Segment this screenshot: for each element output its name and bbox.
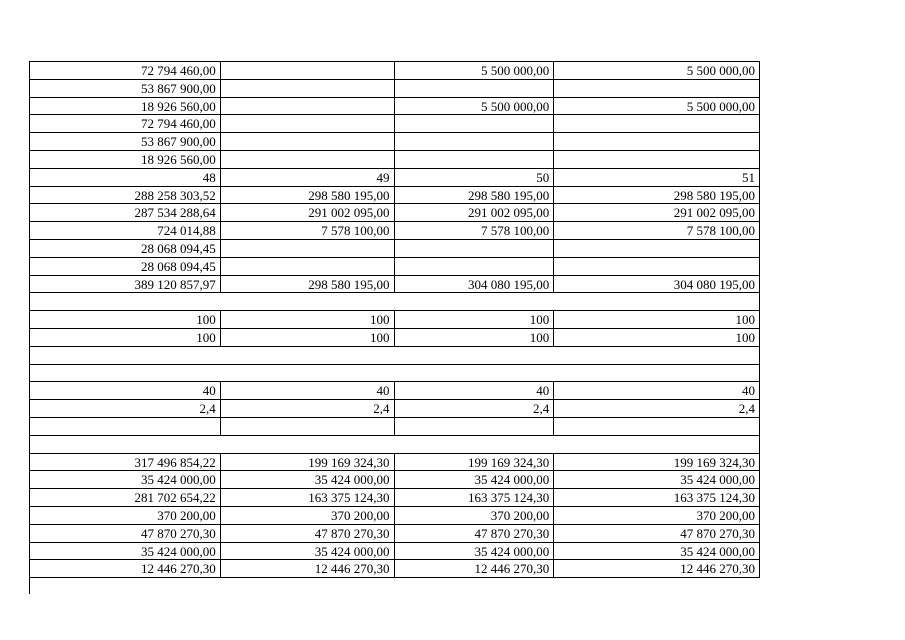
- table-cell: 370 200,00: [554, 507, 760, 524]
- table-row: [30, 311, 760, 329]
- table-cell: [395, 240, 555, 257]
- table-cell: [221, 62, 395, 79]
- table-cell: 12 446 270,30: [395, 560, 555, 577]
- table-cell: [395, 80, 555, 97]
- table-cell: 28 068 094,45: [30, 240, 221, 257]
- table-cell: 53 867 900,00: [30, 133, 221, 150]
- table-cell: 47 870 270,30: [554, 525, 760, 542]
- table-row: [30, 489, 760, 507]
- table-cell: [554, 115, 760, 132]
- table-row: [30, 418, 760, 436]
- table-row: [30, 543, 760, 561]
- table-cell: 291 002 095,00: [221, 204, 395, 221]
- table-row: [30, 471, 760, 489]
- table-row: [30, 115, 760, 133]
- table-row: [30, 62, 760, 80]
- table-cell: 35 424 000,00: [221, 543, 395, 560]
- table-row: [30, 507, 760, 525]
- table-cell: 40: [395, 382, 555, 399]
- table-cell: 40: [30, 382, 221, 399]
- table-cell: 100: [221, 329, 395, 346]
- table-cell: 100: [395, 311, 555, 328]
- table-cell: [395, 133, 555, 150]
- table-row: [30, 133, 760, 151]
- table-row: [30, 365, 760, 383]
- table-cell: 389 120 857,97: [30, 276, 221, 293]
- table-row: [30, 293, 760, 311]
- table-cell: 100: [554, 329, 760, 346]
- table-cell: 199 169 324,30: [554, 454, 760, 471]
- table-cell: [554, 133, 760, 150]
- table-cell: 7 578 100,00: [221, 222, 395, 239]
- table-cell: 163 375 124,30: [554, 489, 760, 506]
- table-cell: 2,4: [554, 400, 760, 417]
- table-cell: 288 258 303,52: [30, 187, 221, 204]
- table-cell: 35 424 000,00: [554, 471, 760, 488]
- table-row: [30, 347, 760, 365]
- table-cell: 199 169 324,30: [395, 454, 555, 471]
- table-cell: 163 375 124,30: [221, 489, 395, 506]
- table-cell: 100: [554, 311, 760, 328]
- table-row: [30, 151, 760, 169]
- merged-cell: [30, 436, 760, 453]
- table-cell: 35 424 000,00: [221, 471, 395, 488]
- table-cell: 304 080 195,00: [395, 276, 555, 293]
- table-row: [30, 560, 760, 578]
- table-cell: 370 200,00: [221, 507, 395, 524]
- table-cell: [395, 151, 555, 168]
- table-cell: 5 500 000,00: [554, 62, 760, 79]
- table-cell: 35 424 000,00: [395, 471, 555, 488]
- table-cell: [395, 418, 555, 435]
- table-row: [30, 276, 760, 294]
- table-cell: 35 424 000,00: [30, 471, 221, 488]
- table-cell: 370 200,00: [395, 507, 555, 524]
- merged-cell: [30, 365, 760, 382]
- table-row: [30, 258, 760, 276]
- table-cell: [30, 418, 221, 435]
- table-cell: 724 014,88: [30, 222, 221, 239]
- table-cell: 28 068 094,45: [30, 258, 221, 275]
- table-row: [30, 204, 760, 222]
- merged-cell: [30, 293, 760, 310]
- table-cell: 50: [395, 169, 555, 186]
- table-cell: 49: [221, 169, 395, 186]
- table-cell: [221, 240, 395, 257]
- table-cell: 48: [30, 169, 221, 186]
- table-cell: [395, 258, 555, 275]
- table-cell: 100: [30, 311, 221, 328]
- table-row: [30, 222, 760, 240]
- table-cell: 5 500 000,00: [554, 98, 760, 115]
- table-row: [30, 329, 760, 347]
- table-cell: [554, 258, 760, 275]
- table-row: [30, 80, 760, 98]
- table-cell: [221, 115, 395, 132]
- table-cell: 2,4: [395, 400, 555, 417]
- table-row: [30, 98, 760, 116]
- table-cell: [221, 151, 395, 168]
- table-row: [30, 169, 760, 187]
- table-cell: 2,4: [30, 400, 221, 417]
- table-cell: 5 500 000,00: [395, 98, 555, 115]
- table-cell: 47 870 270,30: [221, 525, 395, 542]
- table-cell: 53 867 900,00: [30, 80, 221, 97]
- table-cell: 281 702 654,22: [30, 489, 221, 506]
- table-cell: [395, 115, 555, 132]
- table-row: [30, 382, 760, 400]
- table-cell: 72 794 460,00: [30, 115, 221, 132]
- table-cell: 298 580 195,00: [395, 187, 555, 204]
- table-cell: 100: [221, 311, 395, 328]
- table-cell: 35 424 000,00: [30, 543, 221, 560]
- table-cell: 7 578 100,00: [395, 222, 555, 239]
- table-cell: [554, 418, 760, 435]
- table-cell: 287 534 288,64: [30, 204, 221, 221]
- table-cell: [221, 258, 395, 275]
- table-cell: 199 169 324,30: [221, 454, 395, 471]
- table-cell: 12 446 270,30: [554, 560, 760, 577]
- table-cell: 18 926 560,00: [30, 98, 221, 115]
- table-cell: 72 794 460,00: [30, 62, 221, 79]
- table-cell: 18 926 560,00: [30, 151, 221, 168]
- table-cell: 5 500 000,00: [395, 62, 555, 79]
- table-row: [30, 240, 760, 258]
- table-cell: 163 375 124,30: [395, 489, 555, 506]
- merged-cell: [30, 347, 760, 364]
- table-row: [30, 436, 760, 454]
- table-cell: 100: [395, 329, 555, 346]
- table-cell: [554, 151, 760, 168]
- table-row: [30, 400, 760, 418]
- table-cell: 291 002 095,00: [554, 204, 760, 221]
- table-cell: [221, 98, 395, 115]
- table-cell: 35 424 000,00: [554, 543, 760, 560]
- table-cell: 40: [554, 382, 760, 399]
- table-cell: 51: [554, 169, 760, 186]
- table-row: [30, 187, 760, 205]
- table-cell: 12 446 270,30: [30, 560, 221, 577]
- table-cell: 100: [30, 329, 221, 346]
- table-cell: 12 446 270,30: [221, 560, 395, 577]
- table-cell: 40: [221, 382, 395, 399]
- table-cell: 7 578 100,00: [554, 222, 760, 239]
- table-cell: 47 870 270,30: [395, 525, 555, 542]
- table-cell: 317 496 854,22: [30, 454, 221, 471]
- table-cell: [554, 240, 760, 257]
- table-cell: [221, 80, 395, 97]
- table-cell: 298 580 195,00: [554, 187, 760, 204]
- table-cell: [221, 133, 395, 150]
- table-cell: 47 870 270,30: [30, 525, 221, 542]
- table-cell: 291 002 095,00: [395, 204, 555, 221]
- table-cell: [554, 80, 760, 97]
- table-row: [30, 454, 760, 472]
- table-cell: [221, 418, 395, 435]
- table-cell: 35 424 000,00: [395, 543, 555, 560]
- table-cell: 298 580 195,00: [221, 187, 395, 204]
- table-cell: 304 080 195,00: [554, 276, 760, 293]
- spreadsheet-table: [29, 61, 760, 594]
- table-cell: 2,4: [221, 400, 395, 417]
- table-cell: 370 200,00: [30, 507, 221, 524]
- table-cell: 298 580 195,00: [221, 276, 395, 293]
- table-row: [30, 525, 760, 543]
